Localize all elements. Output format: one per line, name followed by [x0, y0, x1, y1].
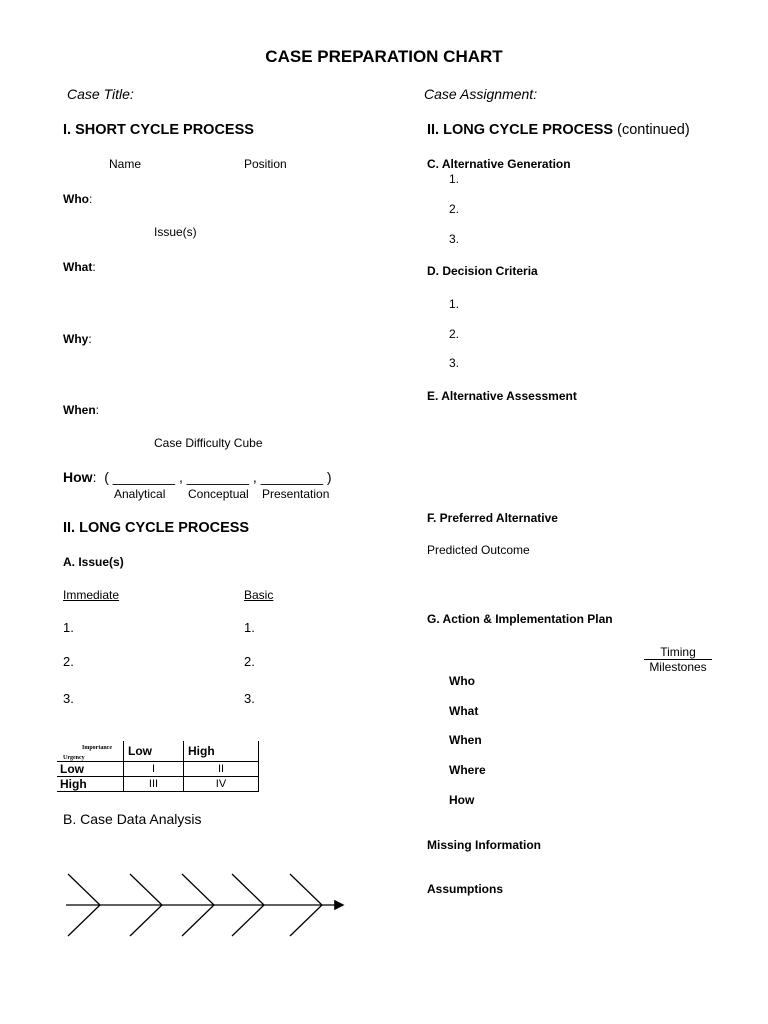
conceptual-label: Conceptual — [188, 487, 249, 501]
row-high-header: High — [57, 777, 124, 792]
analytical-label: Analytical — [114, 487, 166, 501]
d-decision-criteria: D. Decision Criteria — [427, 264, 538, 278]
a-issues-heading: A. Issue(s) — [63, 555, 124, 569]
importance-label: Importance — [82, 745, 112, 751]
matrix-cell-i: I — [124, 762, 184, 777]
basic-3: 3. — [244, 691, 255, 706]
how-blanks: ( ________ , ________ , ________ ) — [104, 469, 332, 485]
plan-when: When — [449, 733, 482, 747]
criteria-2: 2. — [449, 327, 460, 341]
col-high-header: High — [184, 741, 259, 762]
position-label: Position — [244, 157, 287, 171]
row-low-header: Low — [57, 762, 124, 777]
criteria-1: 1. — [449, 297, 460, 311]
when-label — [63, 403, 99, 417]
plan-how: How — [449, 793, 475, 807]
who-label — [63, 192, 92, 206]
fishbone-diagram — [60, 868, 350, 944]
g-action-plan: G. Action & Implementation Plan — [427, 612, 613, 626]
what-text: What — [63, 260, 93, 274]
milestones-label: Milestones — [644, 659, 712, 674]
timing-label: Timing — [660, 645, 696, 659]
page-title: CASE PREPARATION CHART — [265, 47, 503, 66]
plan-who: Who — [449, 674, 475, 688]
matrix-row-low — [57, 762, 259, 777]
matrix-corner — [57, 741, 124, 762]
when-colon: : — [95, 403, 100, 417]
c-alternative-generation: C. Alternative Generation — [427, 157, 571, 171]
plan-what: What — [449, 704, 479, 718]
issues-label: Issue(s) — [154, 225, 197, 239]
long-cycle-continued-heading — [427, 122, 690, 138]
alt-gen-3: 3. — [449, 232, 460, 246]
plan-where: Where — [449, 763, 486, 777]
difficulty-cube-label: Case Difficulty Cube — [154, 436, 263, 450]
short-cycle-heading: I. SHORT CYCLE PROCESS — [63, 122, 254, 138]
criteria-3: 3. — [449, 356, 460, 370]
presentation-label: Presentation — [262, 487, 330, 501]
long-cycle-continued-text: II. LONG CYCLE PROCESS — [427, 122, 614, 138]
long-cycle-heading: II. LONG CYCLE PROCESS — [63, 520, 250, 536]
immediate-2: 2. — [63, 654, 74, 669]
who-text: Who — [63, 192, 89, 206]
case-title-label: Case Title: — [67, 86, 134, 102]
assumptions-label: Assumptions — [427, 882, 504, 896]
name-label: Name — [109, 157, 142, 171]
case-assignment-label: Case Assignment: — [424, 86, 538, 102]
why-label — [63, 332, 92, 346]
when-text: When — [63, 403, 96, 417]
continued-label: (continued) — [617, 122, 690, 138]
matrix-cell-iii: III — [124, 777, 184, 792]
alt-gen-1: 1. — [449, 172, 460, 186]
how-line — [63, 469, 332, 485]
urgency-label: Urgency — [63, 755, 85, 761]
what-label — [63, 260, 96, 274]
immediate-label: Immediate — [63, 588, 120, 602]
importance-urgency-matrix — [57, 741, 259, 792]
timing-milestones — [644, 645, 712, 674]
how-text: How — [63, 469, 93, 485]
alt-gen-2: 2. — [449, 202, 460, 216]
col-low-header: Low — [124, 741, 184, 762]
f-preferred-alternative: F. Preferred Alternative — [427, 511, 558, 525]
immediate-1: 1. — [63, 620, 74, 635]
matrix-row-high — [57, 777, 259, 792]
why-text: Why — [63, 332, 89, 346]
missing-information-label: Missing Information — [427, 838, 541, 852]
e-alternative-assessment: E. Alternative Assessment — [427, 389, 577, 403]
basic-2: 2. — [244, 654, 255, 669]
matrix-cell-ii: II — [184, 762, 259, 777]
predicted-outcome-label: Predicted Outcome — [427, 543, 530, 557]
basic-label: Basic — [244, 588, 274, 602]
immediate-3: 3. — [63, 691, 74, 706]
matrix-header-row — [57, 741, 259, 762]
matrix-cell-iv: IV — [184, 777, 259, 792]
how-colon: : — [92, 469, 97, 485]
case-data-analysis-heading: B. Case Data Analysis — [63, 811, 202, 827]
basic-1: 1. — [244, 620, 255, 635]
who-colon: : — [89, 192, 93, 206]
what-colon: : — [92, 260, 96, 274]
why-colon: : — [88, 332, 92, 346]
